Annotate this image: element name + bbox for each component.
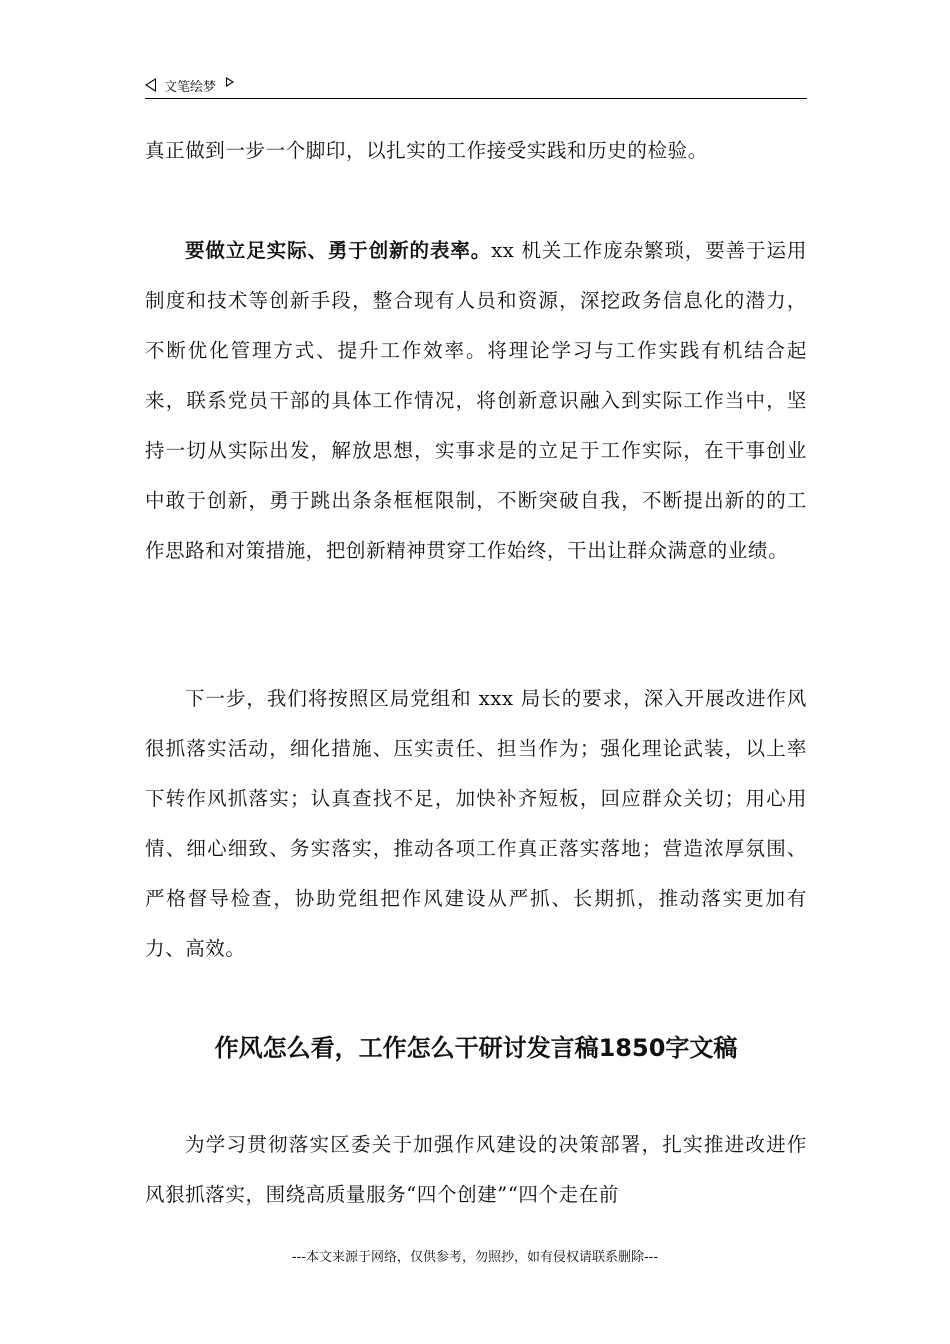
paragraph-body: xx 机关工作庞杂繁琐，要善于运用制度和技术等创新手段，整合现有人员和资源，深挖政务信息化的潜力，不断优化管理方式、提升工作效率。将理论学习与工作实践有机结合起来，联系党员干部的具体工作情况，将创新意识融入到实际工作当中，坚持一切从实际出发，解放思想，实事求是的立足于工作实际，在干事创业中敢于创新，勇于跳出条条框框限制，不断突破自我，不断提出新的的工作思路和对策措施，把创新精神贯穿工作始终，干出让群众满意的业绩。	[145, 239, 807, 562]
paragraph-continuation: 真正做到一步一个脚印，以扎实的工作接受实践和历史的检验。	[145, 139, 708, 162]
paragraph-lead-bold: 要做立足实际、勇于创新的表率。	[185, 239, 492, 262]
header-title: 文笔绘梦	[164, 79, 217, 95]
section-heading: 作风怎么看，工作怎么干研讨发言稿1850字文稿	[214, 1034, 738, 1062]
triangle-right-icon	[226, 77, 234, 87]
triangle-left-icon	[145, 78, 156, 92]
page-footer-disclaimer: ---本文来源于网络，仅供参考，勿照抄，如有侵权请联系删除---	[291, 1250, 659, 1265]
paragraph-intro: 为学习贯彻落实区委关于加强作风建设的决策部署，扎实推进改进作风狠抓落实，围绕高质量服务“四个创建”“四个走在前	[145, 1133, 807, 1206]
page-header	[145, 72, 807, 99]
paragraph-innovation	[145, 226, 807, 576]
paragraph-next-steps: 下一步，我们将按照区局党组和 xxx 局长的要求，深入开展改进作风很抓落实活动，细化措施、压实责任、担当作为；强化理论武装，以上率下转作风抓落实；认真查找不足，加快补齐短板，回应群众关切；用心用情、细心细致、务实落实，推动各项工作真正落实落地；营造浓厚氛围、严格督导检查，协助党组把作风建设从严抓、长期抓，推动落实更加有力、高效。	[145, 687, 807, 960]
